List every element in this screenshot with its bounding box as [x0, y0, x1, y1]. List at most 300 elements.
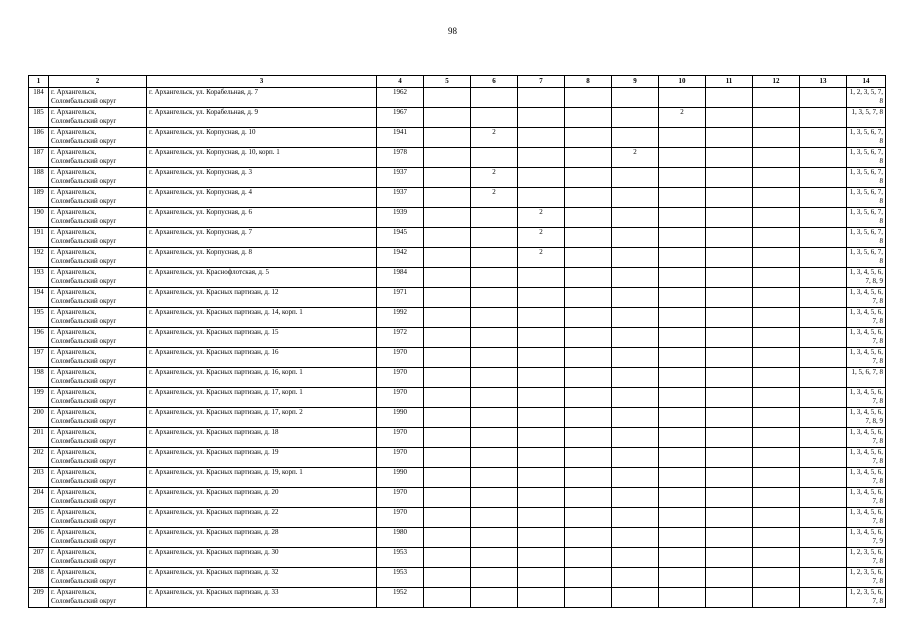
col10-cell: [659, 168, 706, 188]
col6-cell: [471, 248, 518, 268]
col7-cell: [518, 528, 565, 548]
col14-cell: 1, 3, 5, 6, 7, 8: [847, 228, 886, 248]
address-cell: г. Архангельск, ул. Красных партизан, д. 16, корп. 1: [147, 368, 377, 388]
col11-cell: [706, 588, 753, 608]
col8-cell: [565, 148, 612, 168]
table-row: [29, 228, 886, 248]
table-row: [29, 128, 886, 148]
col9-cell: [612, 528, 659, 548]
col13-cell: [800, 488, 847, 508]
col6-cell: [471, 208, 518, 228]
district-cell: г. Архангельск, Соломбальский округ: [49, 108, 147, 128]
col13-cell: [800, 408, 847, 428]
col12-cell: [753, 488, 800, 508]
district-cell: г. Архангельск, Соломбальский округ: [49, 308, 147, 328]
col12-cell: [753, 88, 800, 108]
col6-cell: 2: [471, 188, 518, 208]
col10-cell: [659, 408, 706, 428]
address-cell: г. Архангельск, ул. Красных партизан, д. 14, корп. 1: [147, 308, 377, 328]
col12-cell: [753, 468, 800, 488]
col8-cell: [565, 588, 612, 608]
table-row: [29, 108, 886, 128]
row-number-cell: 189: [29, 188, 49, 208]
col8-cell: [565, 168, 612, 188]
year-cell: 1990: [377, 468, 424, 488]
col9-cell: [612, 268, 659, 288]
col8-cell: [565, 508, 612, 528]
col10-cell: [659, 488, 706, 508]
year-cell: 1937: [377, 168, 424, 188]
district-cell: г. Архангельск, Соломбальский округ: [49, 268, 147, 288]
col5-cell: [424, 108, 471, 128]
col7-cell: [518, 408, 565, 428]
year-cell: 1970: [377, 428, 424, 448]
district-cell: г. Архангельск, Соломбальский округ: [49, 168, 147, 188]
table-row: [29, 428, 886, 448]
table-header-row: [29, 76, 886, 88]
col8-cell: [565, 188, 612, 208]
district-cell: г. Архангельск, Соломбальский округ: [49, 408, 147, 428]
col8-cell: [565, 528, 612, 548]
row-number-cell: 194: [29, 288, 49, 308]
col11-cell: [706, 228, 753, 248]
year-cell: 1972: [377, 328, 424, 348]
address-cell: г. Архангельск, ул. Корпусная, д. 6: [147, 208, 377, 228]
col8-cell: [565, 488, 612, 508]
col8-cell: [565, 128, 612, 148]
district-cell: г. Архангельск, Соломбальский округ: [49, 388, 147, 408]
col12-cell: [753, 228, 800, 248]
year-cell: 1984: [377, 268, 424, 288]
address-cell: г. Архангельск, ул. Красных партизан, д. 19: [147, 448, 377, 468]
col7-cell: [518, 188, 565, 208]
col13-cell: [800, 568, 847, 588]
col8-cell: [565, 108, 612, 128]
col13-cell: [800, 468, 847, 488]
col12-cell: [753, 568, 800, 588]
col12-cell: [753, 328, 800, 348]
table-row: [29, 488, 886, 508]
col13-cell: [800, 348, 847, 368]
col8-cell: [565, 308, 612, 328]
col9-cell: [612, 568, 659, 588]
col14-cell: 1, 3, 5, 7, 8: [847, 108, 886, 128]
column-header-12: 12: [753, 76, 800, 88]
year-cell: 1980: [377, 528, 424, 548]
col12-cell: [753, 128, 800, 148]
col14-cell: 1, 3, 4, 5, 6, 7, 8: [847, 308, 886, 328]
col10-cell: [659, 268, 706, 288]
col5-cell: [424, 368, 471, 388]
column-header-10: 10: [659, 76, 706, 88]
col13-cell: [800, 328, 847, 348]
col11-cell: [706, 128, 753, 148]
col7-cell: 2: [518, 208, 565, 228]
col14-cell: 1, 3, 4, 5, 6, 7, 8: [847, 468, 886, 488]
row-number-cell: 187: [29, 148, 49, 168]
col7-cell: [518, 508, 565, 528]
col5-cell: [424, 468, 471, 488]
col5-cell: [424, 488, 471, 508]
col12-cell: [753, 248, 800, 268]
col5-cell: [424, 248, 471, 268]
district-cell: г. Архангельск, Соломбальский округ: [49, 508, 147, 528]
table-body: [29, 88, 886, 608]
col6-cell: [471, 388, 518, 408]
address-cell: г. Архангельск, ул. Корабельная, д. 9: [147, 108, 377, 128]
col8-cell: [565, 288, 612, 308]
address-cell: г. Архангельск, ул. Корпусная, д. 3: [147, 168, 377, 188]
row-number-cell: 190: [29, 208, 49, 228]
col12-cell: [753, 548, 800, 568]
table-row: [29, 548, 886, 568]
address-cell: г. Архангельск, ул. Красных партизан, д. 17, корп. 1: [147, 388, 377, 408]
col11-cell: [706, 528, 753, 548]
col9-cell: 2: [612, 148, 659, 168]
col5-cell: [424, 348, 471, 368]
col13-cell: [800, 148, 847, 168]
column-header-4: 4: [377, 76, 424, 88]
row-number-cell: 200: [29, 408, 49, 428]
col8-cell: [565, 328, 612, 348]
col7-cell: [518, 488, 565, 508]
col7-cell: [518, 308, 565, 328]
table-row: [29, 328, 886, 348]
address-cell: г. Архангельск, ул. Корпусная, д. 7: [147, 228, 377, 248]
address-cell: г. Архангельск, ул. Красных партизан, д. 18: [147, 428, 377, 448]
col6-cell: [471, 468, 518, 488]
col6-cell: [471, 428, 518, 448]
row-number-cell: 188: [29, 168, 49, 188]
year-cell: 1941: [377, 128, 424, 148]
col9-cell: [612, 468, 659, 488]
row-number-cell: 202: [29, 448, 49, 468]
district-cell: г. Архангельск, Соломбальский округ: [49, 588, 147, 608]
col13-cell: [800, 308, 847, 328]
col11-cell: [706, 208, 753, 228]
district-cell: г. Архангельск, Соломбальский округ: [49, 448, 147, 468]
table-row: [29, 388, 886, 408]
col10-cell: [659, 288, 706, 308]
col10-cell: [659, 308, 706, 328]
col10-cell: [659, 468, 706, 488]
col7-cell: [518, 288, 565, 308]
col8-cell: [565, 348, 612, 368]
col5-cell: [424, 428, 471, 448]
year-cell: 1967: [377, 108, 424, 128]
col14-cell: 1, 3, 5, 6, 7, 8: [847, 128, 886, 148]
district-cell: г. Архангельск, Соломбальский округ: [49, 568, 147, 588]
column-header-11: 11: [706, 76, 753, 88]
address-cell: г. Архангельск, ул. Красных партизан, д. 17, корп. 2: [147, 408, 377, 428]
col9-cell: [612, 128, 659, 148]
col7-cell: [518, 588, 565, 608]
col14-cell: 1, 3, 4, 5, 6, 7, 8: [847, 328, 886, 348]
col5-cell: [424, 328, 471, 348]
col8-cell: [565, 568, 612, 588]
table-row: [29, 368, 886, 388]
col13-cell: [800, 128, 847, 148]
col9-cell: [612, 248, 659, 268]
year-cell: 1978: [377, 148, 424, 168]
district-cell: г. Архангельск, Соломбальский округ: [49, 228, 147, 248]
col11-cell: [706, 168, 753, 188]
col13-cell: [800, 88, 847, 108]
col12-cell: [753, 168, 800, 188]
col10-cell: 2: [659, 108, 706, 128]
table-row: [29, 528, 886, 548]
row-number-cell: 193: [29, 268, 49, 288]
table-row: [29, 408, 886, 428]
col9-cell: [612, 388, 659, 408]
col9-cell: [612, 408, 659, 428]
col7-cell: [518, 428, 565, 448]
col9-cell: [612, 348, 659, 368]
col9-cell: [612, 168, 659, 188]
col12-cell: [753, 388, 800, 408]
col12-cell: [753, 528, 800, 548]
col6-cell: [471, 588, 518, 608]
col12-cell: [753, 448, 800, 468]
col10-cell: [659, 88, 706, 108]
col6-cell: [471, 148, 518, 168]
table-row: [29, 288, 886, 308]
district-cell: г. Архангельск, Соломбальский округ: [49, 148, 147, 168]
address-cell: г. Архангельск, ул. Красных партизан, д. 22: [147, 508, 377, 528]
col7-cell: [518, 448, 565, 468]
col14-cell: 1, 3, 4, 5, 6, 7, 8: [847, 388, 886, 408]
col5-cell: [424, 528, 471, 548]
row-number-cell: 195: [29, 308, 49, 328]
col8-cell: [565, 468, 612, 488]
col9-cell: [612, 108, 659, 128]
col13-cell: [800, 208, 847, 228]
col12-cell: [753, 368, 800, 388]
row-number-cell: 186: [29, 128, 49, 148]
address-cell: г. Архангельск, ул. Красных партизан, д. 30: [147, 548, 377, 568]
row-number-cell: 198: [29, 368, 49, 388]
col10-cell: [659, 548, 706, 568]
district-cell: г. Архангельск, Соломбальский округ: [49, 188, 147, 208]
col7-cell: [518, 468, 565, 488]
col12-cell: [753, 208, 800, 228]
col11-cell: [706, 448, 753, 468]
col11-cell: [706, 308, 753, 328]
col5-cell: [424, 168, 471, 188]
col11-cell: [706, 348, 753, 368]
year-cell: 1952: [377, 588, 424, 608]
col14-cell: 1, 5, 6, 7, 8: [847, 368, 886, 388]
col11-cell: [706, 368, 753, 388]
table-row: [29, 188, 886, 208]
column-header-7: 7: [518, 76, 565, 88]
row-number-cell: 205: [29, 508, 49, 528]
col9-cell: [612, 448, 659, 468]
year-cell: 1990: [377, 408, 424, 428]
col13-cell: [800, 168, 847, 188]
col14-cell: 1, 3, 4, 5, 6, 7, 8: [847, 348, 886, 368]
column-header-13: 13: [800, 76, 847, 88]
col6-cell: [471, 288, 518, 308]
col5-cell: [424, 208, 471, 228]
col13-cell: [800, 428, 847, 448]
col6-cell: [471, 548, 518, 568]
col8-cell: [565, 208, 612, 228]
col9-cell: [612, 488, 659, 508]
col5-cell: [424, 548, 471, 568]
col9-cell: [612, 208, 659, 228]
column-header-3: 3: [147, 76, 377, 88]
col10-cell: [659, 348, 706, 368]
district-cell: г. Архангельск, Соломбальский округ: [49, 468, 147, 488]
column-header-5: 5: [424, 76, 471, 88]
row-number-cell: 203: [29, 468, 49, 488]
district-cell: г. Архангельск, Соломбальский округ: [49, 88, 147, 108]
col6-cell: [471, 108, 518, 128]
address-cell: г. Архангельск, ул. Корпусная, д. 8: [147, 248, 377, 268]
col8-cell: [565, 248, 612, 268]
col9-cell: [612, 548, 659, 568]
col6-cell: [471, 408, 518, 428]
page-number: 98: [448, 26, 457, 36]
col10-cell: [659, 128, 706, 148]
col10-cell: [659, 188, 706, 208]
district-cell: г. Архангельск, Соломбальский округ: [49, 208, 147, 228]
col9-cell: [612, 368, 659, 388]
col7-cell: [518, 88, 565, 108]
col12-cell: [753, 108, 800, 128]
col14-cell: 1, 3, 4, 5, 6, 7, 8, 9: [847, 408, 886, 428]
col10-cell: [659, 148, 706, 168]
col8-cell: [565, 448, 612, 468]
col13-cell: [800, 448, 847, 468]
col10-cell: [659, 208, 706, 228]
col9-cell: [612, 288, 659, 308]
col14-cell: 1, 3, 5, 6, 7, 8: [847, 248, 886, 268]
district-cell: г. Архангельск, Соломбальский округ: [49, 528, 147, 548]
col13-cell: [800, 288, 847, 308]
col6-cell: [471, 568, 518, 588]
table-row: [29, 88, 886, 108]
column-header-1: 1: [29, 76, 49, 88]
row-number-cell: 201: [29, 428, 49, 448]
district-cell: г. Архангельск, Соломбальский округ: [49, 428, 147, 448]
table-row: [29, 168, 886, 188]
year-cell: 1970: [377, 368, 424, 388]
col7-cell: [518, 388, 565, 408]
col6-cell: [471, 488, 518, 508]
col12-cell: [753, 348, 800, 368]
col11-cell: [706, 548, 753, 568]
col6-cell: [471, 528, 518, 548]
col7-cell: [518, 328, 565, 348]
col14-cell: 1, 2, 3, 5, 6, 7, 8: [847, 588, 886, 608]
row-number-cell: 192: [29, 248, 49, 268]
address-cell: г. Архангельск, ул. Красных партизан, д. 20: [147, 488, 377, 508]
col11-cell: [706, 108, 753, 128]
district-cell: г. Архангельск, Соломбальский округ: [49, 248, 147, 268]
address-cell: г. Архангельск, ул. Красных партизан, д. 16: [147, 348, 377, 368]
col14-cell: 1, 2, 3, 5, 6, 7, 8: [847, 568, 886, 588]
col9-cell: [612, 328, 659, 348]
col11-cell: [706, 388, 753, 408]
row-number-cell: 206: [29, 528, 49, 548]
col7-cell: [518, 568, 565, 588]
col14-cell: 1, 3, 4, 5, 6, 7, 9: [847, 528, 886, 548]
column-header-9: 9: [612, 76, 659, 88]
col14-cell: 1, 3, 5, 6, 7, 8: [847, 208, 886, 228]
col10-cell: [659, 508, 706, 528]
year-cell: 1953: [377, 548, 424, 568]
year-cell: 1945: [377, 228, 424, 248]
col14-cell: 1, 3, 5, 6, 7, 8: [847, 168, 886, 188]
col9-cell: [612, 228, 659, 248]
col14-cell: 1, 3, 5, 6, 7, 8: [847, 148, 886, 168]
table-row: [29, 588, 886, 608]
table-row: [29, 148, 886, 168]
col13-cell: [800, 548, 847, 568]
col11-cell: [706, 88, 753, 108]
year-cell: 1970: [377, 348, 424, 368]
col10-cell: [659, 328, 706, 348]
table-row: [29, 508, 886, 528]
col10-cell: [659, 528, 706, 548]
col7-cell: [518, 348, 565, 368]
col9-cell: [612, 508, 659, 528]
col5-cell: [424, 228, 471, 248]
col5-cell: [424, 388, 471, 408]
col8-cell: [565, 388, 612, 408]
address-cell: г. Архангельск, ул. Корпусная, д. 10, корп. 1: [147, 148, 377, 168]
col6-cell: [471, 508, 518, 528]
col12-cell: [753, 148, 800, 168]
col14-cell: 1, 3, 4, 5, 6, 7, 8: [847, 448, 886, 468]
col6-cell: [471, 228, 518, 248]
col13-cell: [800, 508, 847, 528]
col6-cell: 2: [471, 168, 518, 188]
col11-cell: [706, 428, 753, 448]
year-cell: 1992: [377, 308, 424, 328]
col8-cell: [565, 268, 612, 288]
col14-cell: 1, 3, 4, 5, 6, 7, 8, 9: [847, 268, 886, 288]
col7-cell: [518, 148, 565, 168]
col8-cell: [565, 88, 612, 108]
col5-cell: [424, 128, 471, 148]
col10-cell: [659, 388, 706, 408]
address-cell: г. Архангельск, ул. Красных партизан, д. 32: [147, 568, 377, 588]
col14-cell: 1, 3, 4, 5, 6, 7, 8: [847, 428, 886, 448]
col13-cell: [800, 588, 847, 608]
col12-cell: [753, 588, 800, 608]
row-number-cell: 197: [29, 348, 49, 368]
col10-cell: [659, 248, 706, 268]
col11-cell: [706, 188, 753, 208]
district-cell: г. Архангельск, Соломбальский округ: [49, 548, 147, 568]
col5-cell: [424, 148, 471, 168]
col7-cell: [518, 108, 565, 128]
year-cell: 1970: [377, 448, 424, 468]
column-header-6: 6: [471, 76, 518, 88]
col10-cell: [659, 588, 706, 608]
col11-cell: [706, 508, 753, 528]
col5-cell: [424, 268, 471, 288]
col11-cell: [706, 328, 753, 348]
year-cell: 1942: [377, 248, 424, 268]
district-cell: г. Архангельск, Соломбальский округ: [49, 328, 147, 348]
col6-cell: [471, 308, 518, 328]
year-cell: 1970: [377, 388, 424, 408]
col8-cell: [565, 428, 612, 448]
